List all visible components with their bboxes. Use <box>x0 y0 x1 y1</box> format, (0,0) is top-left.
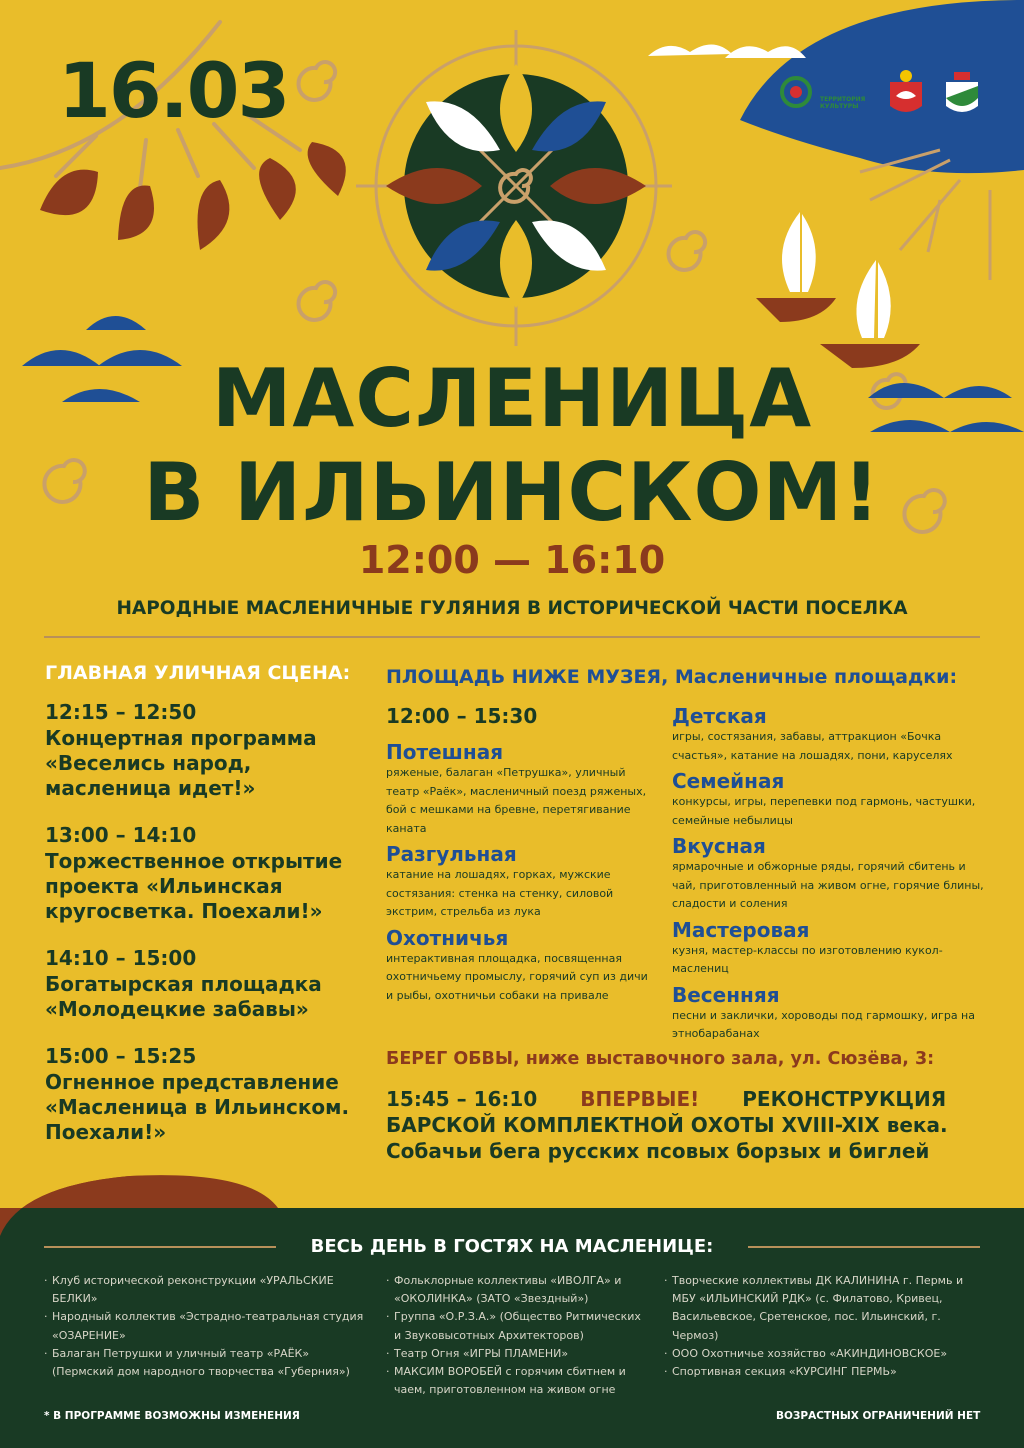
zone-desc: ряженые, балаган «Петрушка», уличный театр «Раёк», масленичный поезд ряженых, бой с мешками на бревне, перетягивание каната <box>386 766 647 835</box>
slot-title: Концертная программа «Веселись народ, масленица идет!» <box>45 726 317 800</box>
zone-desc: ярмарочные и обжорные ряды, горячий сбитень и чай, приготовленный на живом огне, горячие блины, сладости и соления <box>672 860 984 910</box>
cloud-shape <box>648 44 732 56</box>
event-subtitle: НАРОДНЫЕ МАСЛЕНИЧНЫЕ ГУЛЯНИЯ В ИСТОРИЧЕСКОЙ ЧАСТИ ПОСЕЛКА <box>116 598 908 619</box>
zone-name: Весенняя <box>672 982 780 1007</box>
slot-time: 12:15 – 12:50 <box>45 700 197 724</box>
guest-item: · Клуб исторической реконструкции «УРАЛЬСКИЕ БЕЛКИ» <box>44 1272 364 1308</box>
square-zones-right <box>672 704 992 1048</box>
kultura-label-2: КУЛЬТУРЫ <box>820 103 859 110</box>
zone-name: Детская <box>672 704 767 728</box>
bereg-heading: БЕРЕГ ОБВЫ, ниже выставочного зала, ул. Сюзёва, 3: <box>386 1049 935 1069</box>
zone-item <box>672 704 992 765</box>
zone-desc: конкурсы, игры, перепевки под гармонь, частушки, семейные небылицы <box>672 795 976 827</box>
guests-column-3 <box>664 1272 984 1381</box>
bereg-line3: Собачьи бега русских псовых борзых и биглей <box>386 1139 930 1163</box>
slot-title: Богатырская площадка «Молодецкие забавы» <box>45 972 322 1021</box>
main-stage-heading: ГЛАВНАЯ УЛИЧНАЯ СЦЕНА: <box>45 662 351 684</box>
program-change-note: * В ПРОГРАММЕ ВОЗМОЖНЫ ИЗМЕНЕНИЯ <box>44 1410 300 1422</box>
zone-name: Разгульная <box>386 842 517 866</box>
zone-item <box>386 926 648 1006</box>
territory-of-culture-logo <box>782 78 810 106</box>
guests-heading: ВЕСЬ ДЕНЬ В ГОСТЯХ НА МАСЛЕНИЦЕ: <box>310 1236 714 1257</box>
age-restriction: ВОЗРАСТНЫХ ОГРАНИЧЕНИЙ НЕТ <box>776 1410 981 1422</box>
zone-item <box>672 769 992 830</box>
guests-column-2 <box>386 1272 648 1399</box>
stage-slot <box>45 823 365 924</box>
zone-item <box>672 834 992 914</box>
boats <box>756 212 920 368</box>
guest-item: · Театр Огня «ИГРЫ ПЛАМЕНИ» <box>386 1345 648 1363</box>
zone-desc: интерактивная площадка, посвященная охотничьему промыслу, горячий суп из дичи и рыбы, охотничьи собаки на привале <box>386 951 648 1002</box>
zone-name: Вкусная <box>672 834 766 858</box>
bereg-line1: РЕКОНСТРУКЦИЯ <box>742 1087 947 1111</box>
guests-column-1 <box>44 1272 364 1381</box>
event-time: 12:00 — 16:10 <box>358 538 666 582</box>
guest-item: · Фольклорные коллективы «ИВОЛГА» и «ОКОЛИНКА» (ЗАТО «Звездный») <box>386 1272 648 1308</box>
bereg-time: 15:45 – 16:10 <box>386 1087 538 1111</box>
square-heading: ПЛОЩАДЬ НИЖЕ МУЗЕЯ, Масленичные площадки: <box>386 666 958 688</box>
guest-item: · Группа «О.Р.З.А.» (Общество Ритмических и Звуковысотных Архитекторов) <box>386 1308 648 1344</box>
guest-item: · Балаган Петрушки и уличный театр «РАЁК» (Пермский дом народного творчества «Губерния») <box>44 1345 364 1381</box>
zone-desc: игры, состязания, забавы, аттракцион «Бочка счастья», катание на лошадях, пони, каруселях <box>672 730 953 762</box>
kultura-label-1: ТЕРРИТОРИЯ <box>820 96 866 103</box>
zone-desc: катание на лошадях, горках, мужские состязания: стенка на стенку, силовой экстрим, стрельба из лука <box>386 868 614 918</box>
stage-slot <box>45 1044 365 1145</box>
title-line-2: В ИЛЬИНСКОМ! <box>143 446 881 539</box>
guest-item: · ООО Охотничье хозяйство «АКИНДИНОВСКОЕ» <box>664 1345 984 1363</box>
zone-name: Охотничья <box>386 925 509 950</box>
zone-desc: кузня, мастер-классы по изготовлению кукол-маслениц <box>672 943 943 975</box>
title-line-1: МАСЛЕНИЦА <box>211 352 813 445</box>
square-zones-left <box>386 704 648 1009</box>
zone-item <box>386 740 648 838</box>
bereg-description <box>386 1086 996 1164</box>
stage-slot <box>45 700 365 801</box>
zone-item <box>672 918 992 979</box>
ilinsky-coat-of-arms-icon <box>946 72 978 112</box>
slot-title: Торжественное открытие проекта «Ильинская кругосветка. Поехали!» <box>45 849 343 923</box>
slot-title: Огненное представление «Масленица в Ильинском. Поехали!» <box>45 1070 350 1144</box>
main-stage-section <box>45 662 365 1167</box>
zone-name: Семейная <box>672 769 785 793</box>
cloud-shape <box>725 46 806 58</box>
brown-leaves <box>40 142 346 250</box>
partner-logos <box>778 68 988 120</box>
divider <box>44 636 980 638</box>
medallion-ornament <box>356 30 672 346</box>
guest-item: · Народный коллектив «Эстрадно-театральная студия «ОЗАРЕНИЕ» <box>44 1308 364 1344</box>
slot-time: 14:10 – 15:00 <box>45 946 197 970</box>
slot-time: 13:00 – 14:10 <box>45 823 197 847</box>
zone-item <box>672 983 992 1044</box>
bereg-first-badge: ВПЕРВЫЕ! <box>580 1087 700 1111</box>
guest-item: · Творческие коллективы ДК КАЛИНИНА г. Пермь и МБУ «ИЛЬИНСКИЙ РДК» (с. Филатово, Кривец, Васильевское, Сретенское, пос. Ильинский, г. Чермоз) <box>664 1272 984 1345</box>
slot-time: 15:00 – 15:25 <box>45 1044 197 1068</box>
guest-item: · Спортивная секция «КУРСИНГ ПЕРМЬ» <box>664 1363 984 1381</box>
stage-slot <box>45 946 365 1022</box>
bereg-line2: БАРСКОЙ КОМПЛЕКТНОЙ ОХОТЫ XVIII-XIX века. <box>386 1113 948 1137</box>
square-time: 12:00 – 15:30 <box>386 704 538 728</box>
event-date: 16.03 <box>58 46 289 135</box>
zone-name: Потешная <box>386 740 504 764</box>
zone-item <box>386 842 648 922</box>
guest-item: · МАКСИМ ВОРОБЕЙ с горячим сбитнем и чаем, приготовленном на живом огне <box>386 1363 648 1399</box>
zone-desc: песни и заклички, хороводы под гармошку, игра на этнобарабанах <box>672 1008 975 1040</box>
zone-name: Мастеровая <box>672 917 810 942</box>
perm-krai-coat-of-arms-icon <box>890 70 922 112</box>
